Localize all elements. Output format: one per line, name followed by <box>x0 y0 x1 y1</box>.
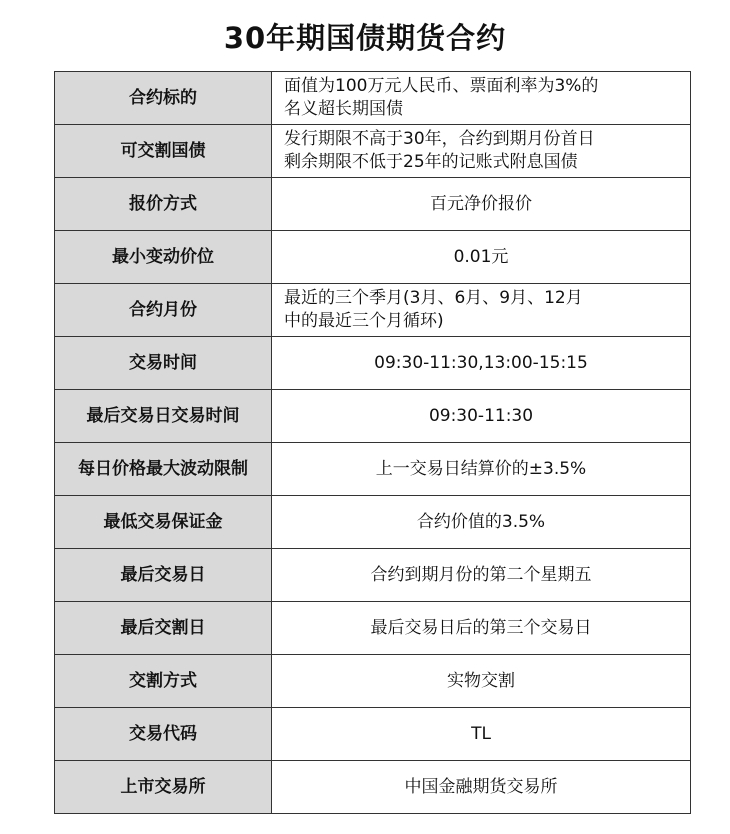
row-label: 上市交易所 <box>55 761 272 814</box>
table-row <box>55 284 691 337</box>
row-value: 中国金融期货交易所 <box>272 761 691 814</box>
row-label: 最小变动价位 <box>55 231 272 284</box>
row-value <box>272 72 691 125</box>
table-row <box>55 761 691 814</box>
row-value <box>272 125 691 178</box>
table-row <box>55 602 691 655</box>
row-label: 最后交易日交易时间 <box>55 390 272 443</box>
row-label: 交割方式 <box>55 655 272 708</box>
row-value: 合约价值的3.5% <box>272 496 691 549</box>
row-label: 交易代码 <box>55 708 272 761</box>
row-value-line: 面值为100万元人民币、票面利率为3%的 <box>284 76 599 96</box>
row-label: 交易时间 <box>55 337 272 390</box>
table-row <box>55 178 691 231</box>
row-value-line: 名义超长期国债 <box>284 99 403 119</box>
table-row <box>55 337 691 390</box>
table-row <box>55 125 691 178</box>
row-value: 0.01元 <box>272 231 691 284</box>
table-row <box>55 443 691 496</box>
row-value: 上一交易日结算价的±3.5% <box>272 443 691 496</box>
table-row <box>55 496 691 549</box>
row-value-line: 中的最近三个月循环) <box>284 311 444 331</box>
row-label: 合约月份 <box>55 284 272 337</box>
contract-spec-table <box>54 71 691 814</box>
table-row <box>55 72 691 125</box>
row-value: 百元净价报价 <box>272 178 691 231</box>
table-row <box>55 708 691 761</box>
row-label: 每日价格最大波动限制 <box>55 443 272 496</box>
row-value-line: 发行期限不高于30年，合约到期月份首日 <box>284 129 595 149</box>
row-value <box>272 284 691 337</box>
row-value: TL <box>272 708 691 761</box>
row-label: 最低交易保证金 <box>55 496 272 549</box>
row-value: 最后交易日后的第三个交易日 <box>272 602 691 655</box>
row-label: 合约标的 <box>55 72 272 125</box>
row-value: 09:30-11:30 <box>272 390 691 443</box>
table-row <box>55 231 691 284</box>
table-row <box>55 655 691 708</box>
row-label: 可交割国债 <box>55 125 272 178</box>
row-label: 最后交易日 <box>55 549 272 602</box>
row-label: 报价方式 <box>55 178 272 231</box>
row-value: 合约到期月份的第二个星期五 <box>272 549 691 602</box>
table-row <box>55 390 691 443</box>
row-label: 最后交割日 <box>55 602 272 655</box>
row-value: 实物交割 <box>272 655 691 708</box>
row-value-line: 剩余期限不低于25年的记账式附息国债 <box>284 152 578 172</box>
page-title: 30年期国债期货合约 <box>223 21 507 55</box>
row-value: 09:30-11:30,13:00-15:15 <box>272 337 691 390</box>
row-value-line: 最近的三个季月(3月、6月、9月、12月 <box>284 288 583 308</box>
table-row <box>55 549 691 602</box>
